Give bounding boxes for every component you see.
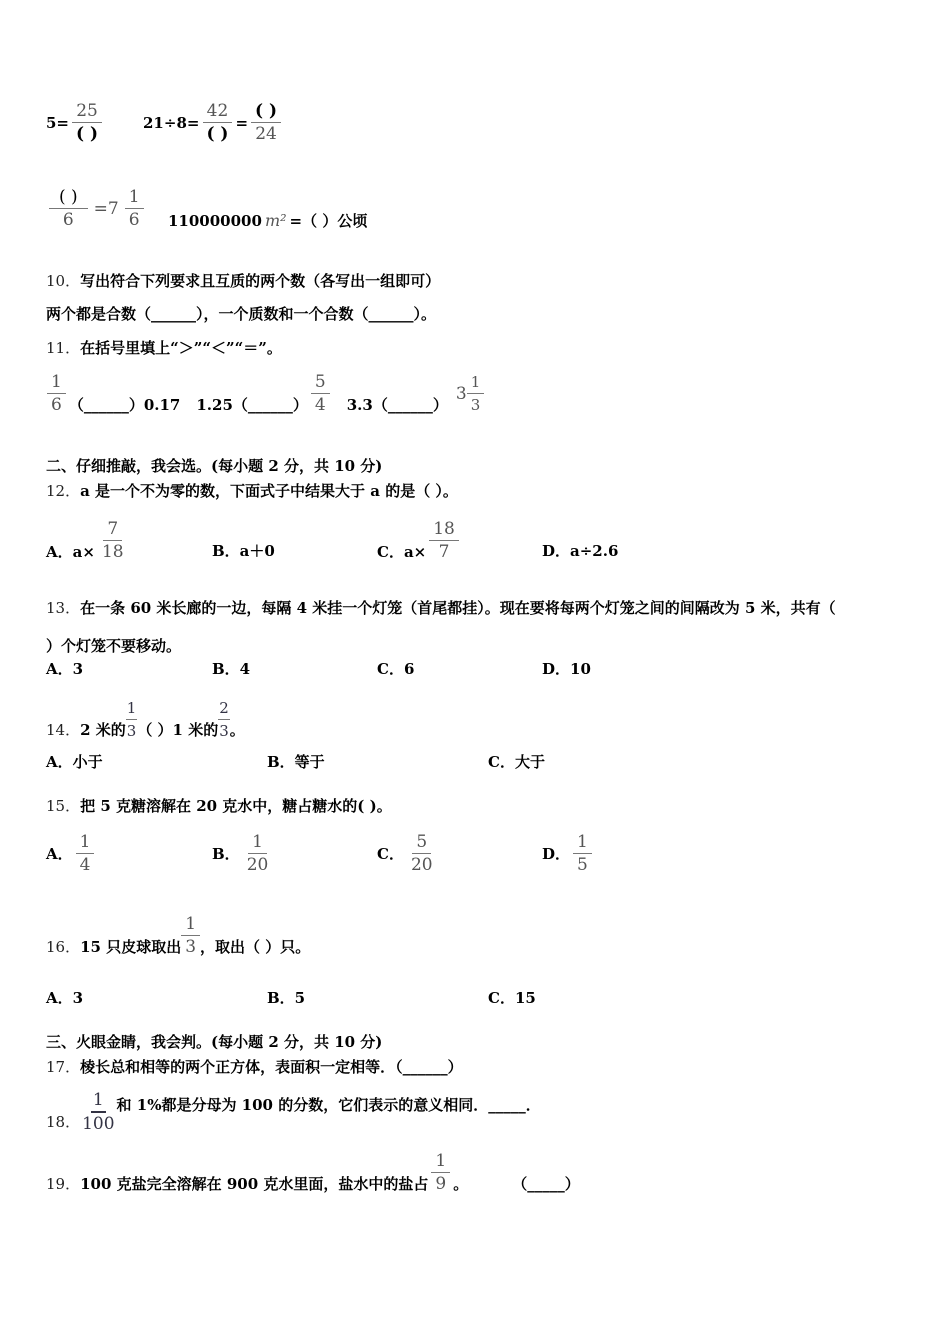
q13-line1: [46, 597, 836, 618]
question-text: 在一条 60 米长廊的一边，每隔 4 米挂一个灯笼（首尾都挂）。现在要将每两个灯笼之间的间隔改为 5 米，共有（: [80, 599, 836, 617]
denominator: 3: [185, 937, 197, 957]
question-text: 2 米的: [80, 721, 126, 739]
question-text: 在括号里填上“＞”“＜”“＝”。: [80, 339, 282, 357]
numerator: 25: [72, 100, 102, 123]
option-label: B．: [212, 844, 240, 863]
question-number: 13．: [46, 599, 81, 617]
numerator: 1: [573, 831, 592, 854]
numerator-blank[interactable]: ( ): [49, 186, 88, 209]
fraction: [72, 100, 102, 145]
question-number: 19．: [46, 1175, 81, 1193]
denominator-blank[interactable]: ( ): [76, 124, 99, 144]
numerator: 1: [125, 186, 144, 209]
option-c[interactable]: [377, 519, 462, 563]
denominator: 100: [82, 1114, 115, 1134]
section-2-heading: [46, 455, 382, 476]
numerator: 42: [203, 100, 233, 123]
fraction: [80, 1089, 116, 1135]
numerator: 1: [181, 913, 200, 936]
numerator: 2: [218, 697, 230, 720]
q9-d: [168, 210, 367, 231]
section-title: 二、仔细推敲，我会选。(每小题 2 分，共 10 分): [46, 457, 383, 475]
denominator: 20: [246, 854, 269, 875]
option-label: A．: [46, 844, 73, 863]
q9-c: [46, 186, 147, 231]
fraction: [573, 831, 592, 876]
q11-title: [46, 337, 282, 358]
question-number: 16．: [46, 938, 81, 956]
question-text: 100 克盐完全溶解在 900 克水里面，盐水中的盐占: [80, 1175, 429, 1193]
question-number: 15．: [46, 797, 81, 815]
option-a[interactable]: [46, 831, 97, 876]
comparison-blank[interactable]: 3.3（______）: [346, 396, 448, 414]
numerator: 5: [412, 831, 431, 854]
question-number: 18．: [46, 1112, 81, 1131]
numerator: 7: [103, 518, 122, 541]
fraction: [407, 831, 437, 876]
denominator: 18: [101, 542, 124, 562]
q9-b: [143, 100, 284, 145]
q12-options: [46, 512, 896, 562]
denominator: 3: [126, 722, 137, 740]
numerator: 1: [76, 831, 95, 854]
option-c[interactable]: C．6: [377, 659, 415, 678]
q10-body: [46, 303, 436, 324]
q19: [46, 1150, 580, 1195]
question-text: 15 只皮球取出: [80, 938, 182, 956]
option-d[interactable]: D．a÷2.6: [542, 542, 619, 560]
q10-title: [46, 270, 440, 291]
q15: [46, 795, 392, 816]
whole: 3: [455, 383, 467, 404]
denominator: 6: [62, 210, 74, 230]
question-number: 17．: [46, 1058, 81, 1076]
numerator: 1: [91, 1089, 106, 1113]
fraction: [125, 186, 144, 231]
denominator: 4: [79, 854, 91, 875]
question-text: 棱长总和相等的两个正方体，表面积一定相等．（______）: [80, 1058, 463, 1076]
unit: m²: [264, 211, 287, 230]
option-b[interactable]: B．4: [212, 659, 251, 678]
q11-items: [44, 371, 487, 416]
section-3-heading: [46, 1031, 382, 1052]
q18: [46, 1089, 541, 1135]
text: =: [235, 113, 249, 132]
denominator: 20: [410, 854, 433, 875]
question-text: a 是一个不为零的数，下面式子中结果大于 a 的是（ ）。: [80, 482, 458, 500]
text: 110000000: [168, 211, 262, 230]
fraction: [467, 371, 485, 416]
numerator: 1: [47, 371, 66, 394]
comparison-blank[interactable]: （______）0.17: [68, 396, 181, 414]
fraction: [218, 697, 230, 742]
fraction: [126, 697, 138, 742]
fraction: [76, 831, 95, 876]
numerator-blank[interactable]: ( ): [251, 100, 281, 123]
fraction: [311, 371, 330, 416]
numerator: 1: [248, 831, 267, 854]
text: =7: [93, 198, 119, 219]
option-a[interactable]: A．小于: [46, 752, 103, 771]
question-text: 。: [453, 1175, 469, 1193]
fraction: [429, 518, 459, 563]
question-text: 和 1%都是分母为 100 的分数，它们表示的意义相同．_____．: [116, 1095, 541, 1114]
answer-blank[interactable]: （_____）: [512, 1175, 580, 1193]
text: [94, 198, 119, 220]
comparison-blank[interactable]: 1.25（______）: [196, 396, 308, 414]
option-b[interactable]: B．等于: [267, 752, 325, 771]
fraction: [49, 186, 88, 231]
q13-line2: [46, 635, 181, 656]
denominator-blank[interactable]: ( ): [206, 124, 229, 144]
section-title: 三、火眼金睛，我会判。(每小题 2 分，共 10 分): [46, 1033, 383, 1051]
numerator: 5: [311, 371, 330, 394]
q12: [46, 480, 458, 501]
option-label: C．: [377, 844, 404, 863]
option-d[interactable]: D．10: [542, 659, 591, 678]
question-text: （ ）1 米的: [137, 721, 219, 739]
question-number: 12．: [46, 482, 81, 500]
denominator: 6: [51, 395, 62, 415]
option-a[interactable]: A．3: [46, 988, 84, 1007]
q9-a: [46, 100, 105, 145]
fraction: [243, 831, 273, 876]
denominator: 24: [255, 124, 277, 144]
fraction: [202, 100, 232, 145]
question-text: 把 5 克糖溶解在 20 克水中，糖占糖水的( )。: [80, 797, 392, 815]
option-a[interactable]: [46, 519, 131, 563]
fraction: [251, 100, 281, 145]
option-c[interactable]: [377, 831, 440, 876]
denominator: 6: [128, 210, 140, 230]
question-number: 14．: [46, 721, 81, 739]
option-label: C．a×: [377, 543, 427, 561]
q14: [46, 697, 245, 742]
option-d[interactable]: [542, 831, 595, 876]
question-number: 10．: [46, 272, 81, 290]
question-number: 11．: [46, 339, 81, 357]
question-text: 写出符合下列要求且互质的两个数（各写出一组即可）: [80, 272, 441, 290]
question-text: ）个灯笼不要移动。: [46, 637, 182, 655]
fraction: [431, 1150, 450, 1195]
fraction: [98, 518, 128, 563]
q15-options: [46, 828, 896, 878]
q16: [46, 913, 310, 958]
denominator: 9: [435, 1174, 447, 1194]
fraction: [47, 371, 66, 416]
option-c[interactable]: C．15: [488, 988, 536, 1007]
numerator: 1: [467, 371, 485, 394]
question-text: 两个都是合数（______），一个质数和一个合数（______）。: [46, 305, 437, 323]
denominator: 3: [219, 722, 229, 740]
mixed-number: [456, 371, 484, 416]
q17: [46, 1056, 463, 1077]
text: 5=: [46, 113, 70, 132]
denominator: 4: [314, 395, 326, 415]
option-a[interactable]: A．3: [46, 659, 84, 678]
text: 21÷8=: [143, 113, 200, 132]
numerator: 1: [126, 697, 138, 720]
question-text: ，取出（ ）只。: [200, 938, 311, 956]
numerator: 18: [429, 518, 459, 541]
option-label: D．: [542, 844, 571, 863]
option-b[interactable]: B．5: [267, 988, 306, 1007]
denominator: 3: [470, 396, 481, 414]
text: =（ ）公顷: [289, 212, 368, 230]
option-b[interactable]: [212, 831, 275, 876]
denominator: 7: [438, 542, 450, 562]
question-text: 。: [229, 721, 245, 739]
option-b[interactable]: B．a＋0: [212, 542, 275, 560]
numerator: 1: [431, 1150, 450, 1173]
option-label: A．a×: [46, 543, 95, 561]
denominator: 5: [577, 854, 588, 875]
fraction: [181, 913, 200, 958]
option-c[interactable]: C．大于: [488, 752, 545, 771]
